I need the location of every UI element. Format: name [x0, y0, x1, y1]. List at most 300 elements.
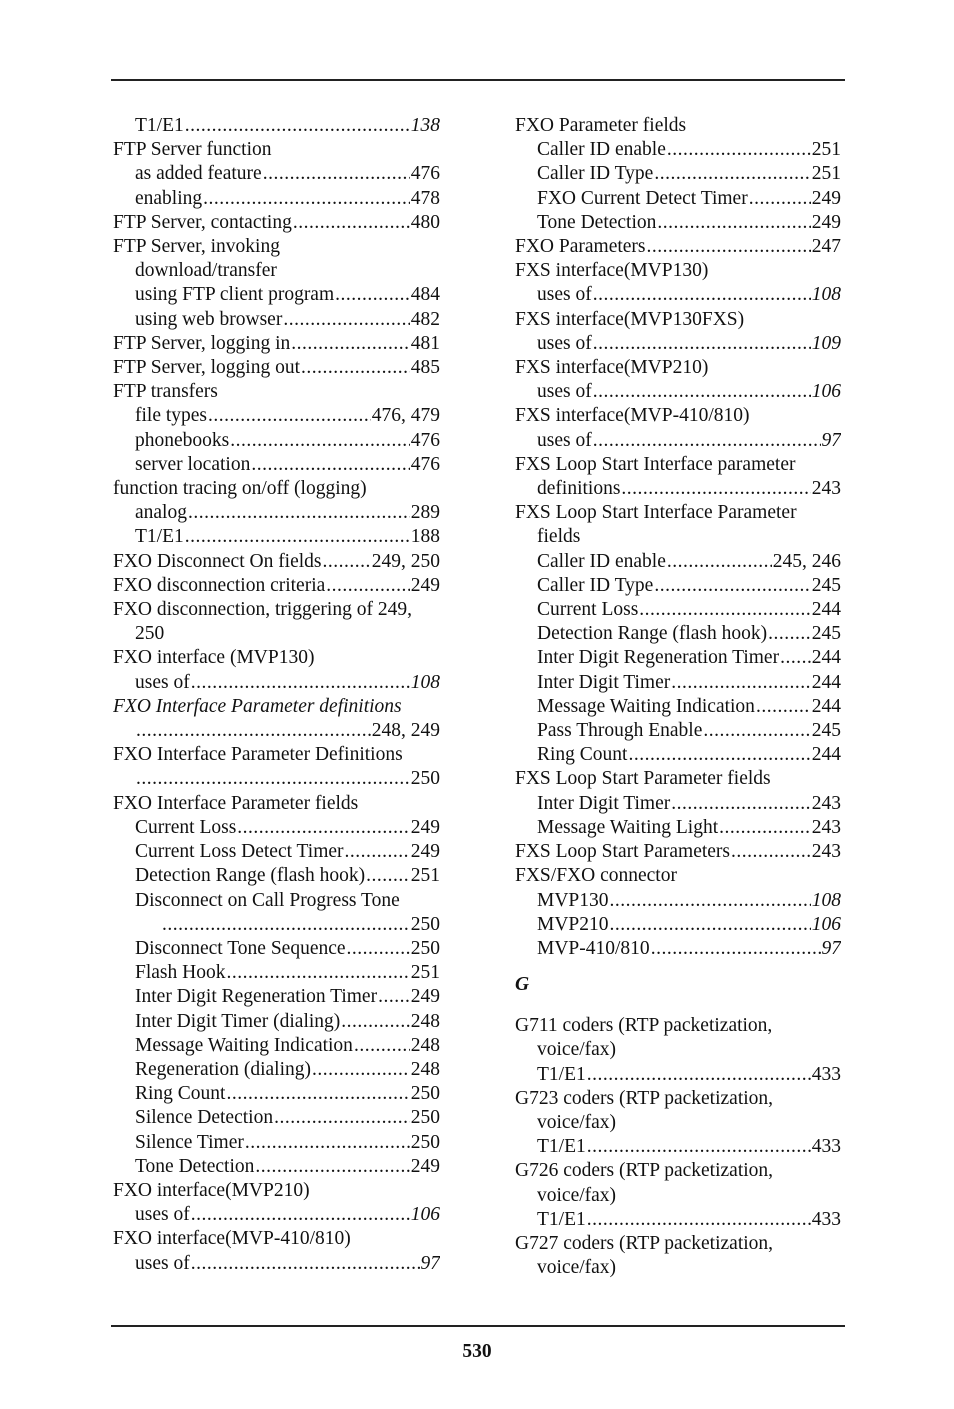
- index-entry-page: 97: [821, 429, 841, 451]
- index-entry-term: FXS Loop Start Parameter fields: [515, 768, 771, 790]
- index-entry-page: 244: [811, 599, 841, 621]
- index-entry: [515, 1111, 841, 1135]
- footer-rule: [111, 1325, 845, 1327]
- index-entry: [515, 525, 841, 549]
- index-entry: [515, 453, 841, 477]
- dot-leader: [208, 404, 371, 428]
- dot-leader: [621, 477, 810, 501]
- index-entry-term: FXO Current Detect Timer: [537, 187, 748, 209]
- index-entry-term: Current Loss Detect Timer: [135, 841, 344, 863]
- dot-leader: [651, 937, 821, 961]
- dot-leader: [185, 114, 410, 138]
- index-entry: [515, 1159, 841, 1183]
- index-entry-term: Message Waiting Indication: [135, 1034, 353, 1056]
- dot-leader: [255, 1155, 409, 1179]
- index-entry: [515, 283, 841, 307]
- index-entry: [515, 671, 841, 695]
- index-entry-term: uses of: [537, 332, 592, 354]
- index-entry-term: Tone Detection: [537, 211, 657, 233]
- index-entry-term: Inter Digit Timer (dialing): [135, 1010, 341, 1032]
- index-entry-term: FXS interface(MVP-410/810): [515, 405, 750, 427]
- index-entry-page: 484: [410, 284, 440, 306]
- index-entry-page: 433: [811, 1063, 841, 1085]
- dot-leader: [366, 864, 410, 888]
- index-entry-term: phonebooks: [135, 429, 230, 451]
- index-entry-page: 249: [410, 816, 440, 838]
- dot-leader: [188, 501, 410, 525]
- index-entry: [515, 1038, 841, 1062]
- index-entry: [113, 477, 440, 501]
- index-entry: [515, 719, 841, 743]
- index-entry: [113, 550, 440, 574]
- index-entry-term: FTP Server, logging out: [113, 357, 300, 379]
- index-entry-term: MVP210: [537, 913, 609, 935]
- index-entry-term: voice/fax): [537, 1257, 617, 1279]
- index-entry-page: 108: [811, 889, 841, 911]
- index-entry-term: Silence Detection: [135, 1107, 274, 1129]
- index-entry: [113, 356, 440, 380]
- index-entry: [515, 767, 841, 791]
- index-entry: [515, 1087, 841, 1111]
- index-entry-term: function tracing on/off (logging): [113, 478, 367, 500]
- index-entry-term: FXS Loop Start Interface Parameter: [515, 502, 797, 524]
- dot-leader: [136, 767, 410, 791]
- index-entry-page: 481: [410, 332, 440, 354]
- dot-leader: [628, 743, 810, 767]
- dot-leader: [312, 1058, 410, 1082]
- dot-leader: [136, 719, 371, 743]
- index-entry-term: Caller ID enable: [537, 139, 666, 161]
- index-entry-page: 245: [811, 623, 841, 645]
- index-entry-term: Caller ID Type: [537, 163, 654, 185]
- index-entry-term: T1/E1: [135, 115, 184, 136]
- index-entry-term: FXO Parameters: [515, 236, 646, 258]
- index-entry-term: MVP130: [537, 889, 609, 911]
- index-entry-term: Ring Count: [135, 1083, 226, 1105]
- index-entry: [113, 1227, 440, 1251]
- index-entry-page: 250: [410, 1131, 440, 1153]
- index-entry-term: FXS interface(MVP210): [515, 357, 709, 379]
- index-entry-term: Regeneration (dialing): [135, 1058, 311, 1080]
- index-entry-page: 188: [410, 526, 440, 548]
- index-entry: [113, 114, 440, 138]
- dot-leader: [226, 1082, 409, 1106]
- index-entry-term: definitions: [537, 478, 621, 500]
- index-entry: [515, 138, 841, 162]
- index-entry: [515, 1256, 841, 1280]
- index-entry-term: Inter Digit Regeneration Timer: [135, 986, 378, 1008]
- index-entry-page: 289: [410, 502, 440, 524]
- index-entry-term: uses of: [135, 1252, 190, 1274]
- index-entry-page: 250: [410, 913, 440, 935]
- index-entry: [515, 187, 841, 211]
- index-entry: [515, 404, 841, 428]
- index-entry-page: 97: [821, 937, 841, 959]
- index-entry: [113, 1155, 440, 1179]
- index-entry-page: 248, 249: [371, 720, 440, 742]
- index-entry-page: 251: [410, 865, 440, 887]
- index-entry-page: 245: [811, 720, 841, 742]
- index-entry-term: Silence Timer: [135, 1131, 244, 1153]
- index-entry-page: 244: [811, 744, 841, 766]
- index-entry-term: download/transfer: [135, 260, 277, 282]
- dot-leader: [345, 840, 410, 864]
- index-entry-page: 108: [410, 671, 440, 693]
- dot-leader: [341, 1010, 409, 1034]
- dot-leader: [230, 429, 410, 453]
- index-entry-term: uses of: [537, 429, 592, 451]
- index-entry-page: 106: [811, 381, 841, 403]
- index-entry-term: using FTP client program: [135, 284, 335, 306]
- index-entry: [113, 404, 440, 428]
- index-entry: [113, 1034, 440, 1058]
- index-entry-page: 249: [410, 841, 440, 863]
- index-entry: [515, 211, 841, 235]
- index-entry: [515, 1135, 841, 1159]
- index-entry: [515, 1063, 841, 1087]
- dot-leader: [251, 453, 409, 477]
- index-entry: [113, 889, 440, 913]
- index-entry-page: 251: [410, 962, 440, 984]
- index-entry-page: 245: [811, 574, 841, 596]
- index-entry-page: 108: [811, 284, 841, 306]
- index-entry: [515, 162, 841, 186]
- index-entry-term: FXS interface(MVP130): [515, 260, 709, 282]
- index-entry-term: FXO disconnection, triggering of 249, 250: [113, 599, 412, 645]
- index-entry-page: 248: [410, 1010, 440, 1032]
- index-entry-term: FXO Parameter fields: [515, 115, 687, 136]
- index-entry: [515, 937, 841, 961]
- index-entry: [515, 380, 841, 404]
- index-entry-term: Inter Digit Regeneration Timer: [537, 647, 780, 669]
- dot-leader: [654, 162, 810, 186]
- index-entry: [113, 187, 440, 211]
- dot-leader: [654, 574, 810, 598]
- dot-leader: [203, 187, 410, 211]
- index-entry-term: Inter Digit Timer: [537, 671, 671, 693]
- dot-leader: [593, 380, 811, 404]
- index-entry-term: voice/fax): [537, 1111, 617, 1133]
- dot-leader: [335, 283, 410, 307]
- index-entry: [113, 501, 440, 525]
- index-entry-term: fields: [537, 526, 581, 548]
- index-entry: [515, 477, 841, 501]
- index-entry-term: G723 coders (RTP packetization,: [515, 1087, 774, 1109]
- index-entry-term: FTP transfers: [113, 381, 218, 403]
- index-entry-page: 476, 479: [371, 405, 440, 427]
- dot-leader: [347, 937, 410, 961]
- index-entry-page: 247: [811, 236, 841, 258]
- index-entry: [113, 961, 440, 985]
- index-entry: [515, 598, 841, 622]
- dot-leader: [731, 840, 811, 864]
- dot-leader: [749, 187, 811, 211]
- index-entry-term: voice/fax): [537, 1039, 617, 1061]
- index-entry-page: 482: [410, 308, 440, 330]
- index-entry-term: voice/fax): [537, 1184, 617, 1206]
- dot-leader: [610, 913, 811, 937]
- index-entry-page: 250: [410, 1083, 440, 1105]
- header-rule: [111, 79, 845, 81]
- index-entry-page: 476: [410, 429, 440, 451]
- index-entry-term: FXO Disconnect On fields: [113, 550, 322, 572]
- index-entry-term: G726 coders (RTP packetization,: [515, 1160, 774, 1182]
- dot-leader: [657, 211, 810, 235]
- index-entry: [113, 1010, 440, 1034]
- index-entry: [113, 211, 440, 235]
- index-entry-page: 476: [410, 163, 440, 185]
- dot-leader: [667, 550, 772, 574]
- index-entry-page: 249, 250: [371, 550, 440, 572]
- index-entry-page: 244: [811, 647, 841, 669]
- index-entry-page: 243: [811, 816, 841, 838]
- index-entry: [515, 1014, 841, 1038]
- index-entry: [113, 574, 440, 598]
- dot-leader: [274, 1106, 410, 1130]
- index-entry-page: 249: [811, 211, 841, 233]
- index-entry-term: Disconnect on Call Progress Tone: [135, 889, 400, 911]
- index-entry: [515, 1184, 841, 1208]
- index-entry-page: 250: [410, 1107, 440, 1129]
- index-entry-page: 251: [811, 139, 841, 161]
- index-entry: [113, 719, 440, 743]
- dot-leader: [245, 1131, 410, 1155]
- index-entry: [515, 646, 841, 670]
- index-entry: [515, 1208, 841, 1232]
- index-entry-page: 243: [811, 478, 841, 500]
- index-entry: [113, 1131, 440, 1155]
- dot-leader: [263, 162, 410, 186]
- index-entry: [113, 816, 440, 840]
- index-entry-page: 485: [410, 357, 440, 379]
- index-entry: [113, 162, 440, 186]
- index-entry-term: FXS/FXO connector: [515, 865, 677, 887]
- dot-leader: [587, 1208, 811, 1232]
- dot-leader: [378, 985, 410, 1009]
- index-entry-page: 249: [410, 1155, 440, 1177]
- index-entry-term: Detection Range (flash hook): [135, 865, 366, 887]
- index-entry-term: uses of: [135, 1204, 190, 1226]
- index-entry: [113, 913, 440, 937]
- index-entry-page: 249: [410, 574, 440, 596]
- dot-leader: [647, 235, 811, 259]
- index-entry-page: 243: [811, 841, 841, 863]
- index-entry-page: 106: [410, 1204, 440, 1226]
- index-entry-page: 244: [811, 671, 841, 693]
- index-entry: [515, 889, 841, 913]
- index-entry: [515, 743, 841, 767]
- index-entry-term: Tone Detection: [135, 1155, 255, 1177]
- index-entry-page: 251: [811, 163, 841, 185]
- dot-leader: [593, 429, 821, 453]
- dot-leader: [703, 719, 810, 743]
- index-entry-term: uses of: [537, 381, 592, 403]
- index-entry-page: 478: [410, 187, 440, 209]
- index-section-letter: G: [515, 974, 530, 996]
- index-entry: [113, 937, 440, 961]
- index-entry-term: Inter Digit Timer: [537, 792, 671, 814]
- index-entry-page: 250: [410, 768, 440, 790]
- index-entry-page: 248: [410, 1034, 440, 1056]
- index-entry: [113, 429, 440, 453]
- index-entry-term: Message Waiting Indication: [537, 695, 755, 717]
- index-entry-term: Current Loss: [537, 599, 639, 621]
- dot-leader: [780, 646, 811, 670]
- index-column-right: [515, 114, 841, 1280]
- dot-leader: [756, 695, 811, 719]
- index-entry-term: T1/E1: [135, 526, 184, 548]
- index-entry-term: Caller ID Type: [537, 574, 654, 596]
- index-entry: [515, 840, 841, 864]
- index-entry: [515, 235, 841, 259]
- dot-leader: [301, 356, 410, 380]
- index-entry: [113, 1252, 440, 1276]
- index-entry-term: FXS Loop Start Interface parameter: [515, 453, 796, 475]
- index-entry: [113, 1179, 440, 1203]
- index-entry: [113, 646, 440, 670]
- index-entry-term: T1/E1: [537, 1063, 586, 1085]
- dot-leader: [185, 525, 410, 549]
- index-entry: [113, 453, 440, 477]
- index-entry-term: G711 coders (RTP packetization,: [515, 1015, 773, 1037]
- index-entry-term: Ring Count: [537, 744, 628, 766]
- index-entry-page: 138: [410, 115, 440, 136]
- dot-leader: [768, 622, 811, 646]
- index-entry-page: 109: [811, 332, 841, 354]
- index-entry-term: Current Loss: [135, 816, 237, 838]
- index-entry: [113, 767, 440, 791]
- index-entry-term: Caller ID enable: [537, 550, 666, 572]
- index-entry-term: FXO Interface Parameter Definitions: [113, 744, 403, 766]
- index-entry: [515, 259, 841, 283]
- index-entry: [113, 525, 440, 549]
- index-entry: [113, 985, 440, 1009]
- index-entry-page: 249: [811, 187, 841, 209]
- index-entry: [113, 1082, 440, 1106]
- index-entry: [515, 501, 841, 525]
- index-entry: [113, 308, 440, 332]
- index-entry: [515, 864, 841, 888]
- index-entry-term: Detection Range (flash hook): [537, 623, 768, 645]
- dot-leader: [293, 211, 410, 235]
- index-column-left: [113, 114, 440, 1276]
- index-entry-page: 97: [420, 1252, 440, 1274]
- index-entry: [113, 792, 440, 816]
- index-entry-term: analog: [135, 502, 187, 524]
- index-entry-term: file types: [135, 405, 208, 427]
- index-entry: [113, 283, 440, 307]
- dot-leader: [593, 332, 811, 356]
- index-entry: [113, 1203, 440, 1227]
- index-entry: [113, 1106, 440, 1130]
- dot-leader: [354, 1034, 410, 1058]
- index-entry-page: 433: [811, 1136, 841, 1158]
- index-entry: [113, 380, 440, 404]
- dot-leader: [191, 1203, 410, 1227]
- index-entry-term: FTP Server, logging in: [113, 332, 291, 354]
- index-entry: [113, 695, 440, 719]
- dot-leader: [671, 792, 810, 816]
- index-entry-term: server location: [135, 453, 251, 475]
- index-entry-term: G727 coders (RTP packetization,: [515, 1232, 774, 1254]
- index-entry-page: 106: [811, 913, 841, 935]
- index-entry-term: as added feature: [135, 163, 262, 185]
- index-entry: [515, 913, 841, 937]
- index-entry-term: Flash Hook: [135, 962, 226, 984]
- index-entry-term: FTP Server function: [113, 139, 272, 161]
- dot-leader: [191, 671, 410, 695]
- dot-leader: [162, 913, 410, 937]
- dot-leader: [610, 889, 811, 913]
- index-entry: [113, 259, 440, 283]
- index-entry-term: FXO interface(MVP-410/810): [113, 1228, 351, 1250]
- index-entry-page: 433: [811, 1208, 841, 1230]
- dot-leader: [323, 550, 371, 574]
- dot-leader: [326, 574, 409, 598]
- index-entry-term: uses of: [135, 671, 190, 693]
- index-entry: [515, 550, 841, 574]
- index-entry-term: FXS Loop Start Parameters: [515, 841, 731, 863]
- index-entry: [515, 308, 841, 332]
- index-entry-page: 248: [410, 1058, 440, 1080]
- dot-leader: [291, 332, 410, 356]
- index-entry-term: FXO disconnection criteria: [113, 574, 326, 596]
- dot-leader: [593, 283, 811, 307]
- index-entry-term: enabling: [135, 187, 203, 209]
- index-entry-term: MVP-410/810: [537, 937, 650, 959]
- index-entry-page: 476: [410, 453, 440, 475]
- index-entry-term: using web browser: [135, 308, 283, 330]
- index-entry-term: FXS interface(MVP130FXS): [515, 308, 745, 330]
- index-entry: [515, 622, 841, 646]
- dot-leader: [667, 138, 811, 162]
- index-entry: [515, 816, 841, 840]
- index-entry-page: 245, 246: [772, 550, 841, 572]
- index-entry-page: 480: [410, 211, 440, 233]
- dot-leader: [283, 308, 409, 332]
- index-entry-term: FTP Server, invoking: [113, 236, 280, 258]
- index-entry: [113, 235, 440, 259]
- index-entry: [515, 574, 841, 598]
- index-entry-term: Message Waiting Light: [537, 816, 719, 838]
- index-entry: [515, 429, 841, 453]
- index-entry: [113, 840, 440, 864]
- index-entry-term: uses of: [537, 284, 592, 306]
- dot-leader: [671, 671, 810, 695]
- index-entry-term: FXO interface (MVP130): [113, 647, 315, 669]
- index-entry-page: 250: [410, 937, 440, 959]
- page-number: 530: [462, 1341, 492, 1362]
- index-entry: [113, 671, 440, 695]
- index-entry-page: 243: [811, 792, 841, 814]
- index-entry-term: FTP Server, contacting: [113, 211, 292, 233]
- index-entry: [113, 138, 440, 162]
- index-entry: [113, 1058, 440, 1082]
- index-entry: [113, 864, 440, 888]
- index-entry-term: FXO Interface Parameter definitions: [113, 695, 402, 717]
- index-entry-term: T1/E1: [537, 1208, 586, 1230]
- index-entry-term: T1/E1: [537, 1136, 586, 1158]
- dot-leader: [191, 1252, 420, 1276]
- index-entry: [515, 114, 841, 138]
- index-entry-term: Disconnect Tone Sequence: [135, 937, 346, 959]
- index-entry-term: FXO Interface Parameter fields: [113, 792, 359, 814]
- index-entry: [515, 695, 841, 719]
- index-entry: [113, 332, 440, 356]
- index-entry-page: 249: [410, 986, 440, 1008]
- dot-leader: [587, 1063, 811, 1087]
- index-entry-page: 244: [811, 695, 841, 717]
